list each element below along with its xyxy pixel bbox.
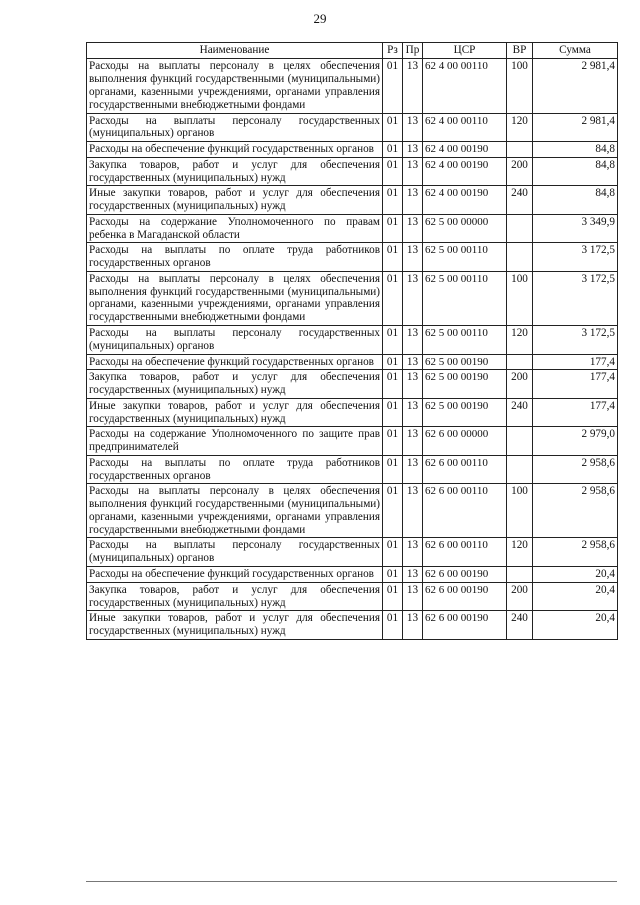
cell-name: Расходы на выплаты персоналу государственных (муниципальных) органов xyxy=(87,113,383,142)
budget-table xyxy=(86,42,618,640)
cell-csr: 62 6 00 00110 xyxy=(423,484,507,538)
cell-vr: 200 xyxy=(507,157,533,186)
cell-pr: 13 xyxy=(403,484,423,538)
table-row xyxy=(87,113,618,142)
cell-sum: 3 172,5 xyxy=(533,243,618,272)
cell-vr: 240 xyxy=(507,186,533,215)
cell-csr: 62 6 00 00190 xyxy=(423,582,507,611)
cell-name: Расходы на выплаты персоналу в целях обеспечения выполнения функций государственными (муниципальными) органами, казенными учреждениями, органами управления государственными внебюджетными фондами xyxy=(87,59,383,113)
cell-csr: 62 6 00 00110 xyxy=(423,455,507,484)
cell-sum: 20,4 xyxy=(533,611,618,640)
cell-name: Закупка товаров, работ и услуг для обеспечения государственных (муниципальных) нужд xyxy=(87,582,383,611)
cell-csr: 62 4 00 00190 xyxy=(423,142,507,158)
cell-name: Расходы на содержание Уполномоченного по правам ребенка в Магаданской области xyxy=(87,214,383,243)
cell-name: Иные закупки товаров, работ и услуг для обеспечения государственных (муниципальных) нужд xyxy=(87,611,383,640)
cell-name: Расходы на содержание Уполномоченного по защите прав предпринимателей xyxy=(87,427,383,456)
cell-sum: 2 981,4 xyxy=(533,59,618,113)
cell-pr: 13 xyxy=(403,243,423,272)
table-row xyxy=(87,325,618,354)
cell-csr: 62 4 00 00190 xyxy=(423,157,507,186)
cell-vr xyxy=(507,243,533,272)
cell-csr: 62 5 00 00110 xyxy=(423,271,507,325)
cell-csr: 62 5 00 00190 xyxy=(423,370,507,399)
cell-rz: 01 xyxy=(383,325,403,354)
cell-sum: 20,4 xyxy=(533,582,618,611)
cell-sum: 3 349,9 xyxy=(533,214,618,243)
cell-csr: 62 6 00 00190 xyxy=(423,611,507,640)
cell-rz: 01 xyxy=(383,59,403,113)
cell-sum: 2 958,6 xyxy=(533,538,618,567)
cell-pr: 13 xyxy=(403,354,423,370)
cell-csr: 62 6 00 00000 xyxy=(423,427,507,456)
cell-csr: 62 5 00 00190 xyxy=(423,398,507,427)
cell-pr: 13 xyxy=(403,538,423,567)
cell-rz: 01 xyxy=(383,582,403,611)
cell-rz: 01 xyxy=(383,370,403,399)
cell-pr: 13 xyxy=(403,427,423,456)
header-rz: Рз xyxy=(383,43,403,59)
table-row xyxy=(87,370,618,399)
cell-sum: 2 979,0 xyxy=(533,427,618,456)
header-pr: Пр xyxy=(403,43,423,59)
table-header-row xyxy=(87,43,618,59)
cell-vr: 100 xyxy=(507,484,533,538)
cell-rz: 01 xyxy=(383,538,403,567)
table-row xyxy=(87,243,618,272)
table-row xyxy=(87,455,618,484)
cell-csr: 62 6 00 00110 xyxy=(423,538,507,567)
cell-name: Расходы на выплаты персоналу государственных (муниципальных) органов xyxy=(87,325,383,354)
cell-pr: 13 xyxy=(403,582,423,611)
cell-pr: 13 xyxy=(403,157,423,186)
cell-pr: 13 xyxy=(403,370,423,399)
cell-csr: 62 5 00 00190 xyxy=(423,354,507,370)
cell-rz: 01 xyxy=(383,567,403,583)
cell-rz: 01 xyxy=(383,611,403,640)
cell-pr: 13 xyxy=(403,59,423,113)
cell-sum: 20,4 xyxy=(533,567,618,583)
cell-rz: 01 xyxy=(383,455,403,484)
cell-pr: 13 xyxy=(403,186,423,215)
table-row xyxy=(87,186,618,215)
cell-vr: 100 xyxy=(507,271,533,325)
cell-vr xyxy=(507,142,533,158)
table-row xyxy=(87,354,618,370)
cell-sum: 2 981,4 xyxy=(533,113,618,142)
cell-pr: 13 xyxy=(403,611,423,640)
cell-vr: 100 xyxy=(507,59,533,113)
cell-name: Расходы на выплаты по оплате труда работников государственных органов xyxy=(87,455,383,484)
cell-rz: 01 xyxy=(383,113,403,142)
cell-rz: 01 xyxy=(383,484,403,538)
cell-name: Расходы на обеспечение функций государственных органов xyxy=(87,142,383,158)
cell-rz: 01 xyxy=(383,398,403,427)
cell-vr: 240 xyxy=(507,398,533,427)
cell-rz: 01 xyxy=(383,186,403,215)
header-name: Наименование xyxy=(87,43,383,59)
cell-name: Расходы на обеспечение функций государственных органов xyxy=(87,567,383,583)
table-row xyxy=(87,427,618,456)
cell-csr: 62 5 00 00000 xyxy=(423,214,507,243)
cell-rz: 01 xyxy=(383,142,403,158)
table-row xyxy=(87,398,618,427)
cell-rz: 01 xyxy=(383,157,403,186)
table-row xyxy=(87,142,618,158)
cell-pr: 13 xyxy=(403,398,423,427)
cell-vr xyxy=(507,567,533,583)
cell-sum: 84,8 xyxy=(533,186,618,215)
cell-vr: 200 xyxy=(507,582,533,611)
cell-vr: 200 xyxy=(507,370,533,399)
cell-csr: 62 4 00 00110 xyxy=(423,59,507,113)
cell-vr xyxy=(507,427,533,456)
cell-name: Иные закупки товаров, работ и услуг для обеспечения государственных (муниципальных) нужд xyxy=(87,186,383,215)
cell-pr: 13 xyxy=(403,455,423,484)
table-row xyxy=(87,59,618,113)
table-row xyxy=(87,611,618,640)
cell-name: Расходы на выплаты персоналу в целях обеспечения выполнения функций государственными (муниципальными) органами, казенными учреждениями, органами управления государственными внебюджетными фондами xyxy=(87,484,383,538)
cell-pr: 13 xyxy=(403,142,423,158)
cell-name: Расходы на выплаты персоналу в целях обеспечения выполнения функций государственными (муниципальными) органами, казенными учреждениями, органами управления государственными внебюджетными фондами xyxy=(87,271,383,325)
cell-rz: 01 xyxy=(383,271,403,325)
cell-sum: 84,8 xyxy=(533,142,618,158)
cell-rz: 01 xyxy=(383,354,403,370)
cell-sum: 2 958,6 xyxy=(533,455,618,484)
cell-csr: 62 4 00 00110 xyxy=(423,113,507,142)
cell-rz: 01 xyxy=(383,214,403,243)
cell-vr: 240 xyxy=(507,611,533,640)
cell-name: Закупка товаров, работ и услуг для обеспечения государственных (муниципальных) нужд xyxy=(87,157,383,186)
cell-pr: 13 xyxy=(403,214,423,243)
cell-vr: 120 xyxy=(507,325,533,354)
cell-pr: 13 xyxy=(403,567,423,583)
cell-vr: 120 xyxy=(507,538,533,567)
cell-sum: 177,4 xyxy=(533,398,618,427)
cell-name: Расходы на выплаты по оплате труда работников государственных органов xyxy=(87,243,383,272)
cell-sum: 84,8 xyxy=(533,157,618,186)
table-row xyxy=(87,271,618,325)
cell-pr: 13 xyxy=(403,271,423,325)
cell-vr xyxy=(507,354,533,370)
table-row xyxy=(87,582,618,611)
cell-csr: 62 6 00 00190 xyxy=(423,567,507,583)
cell-rz: 01 xyxy=(383,427,403,456)
header-csr: ЦСР xyxy=(423,43,507,59)
table-row xyxy=(87,484,618,538)
cell-name: Расходы на выплаты персоналу государственных (муниципальных) органов xyxy=(87,538,383,567)
cell-sum: 177,4 xyxy=(533,370,618,399)
cell-csr: 62 5 00 00110 xyxy=(423,243,507,272)
page-number: 29 xyxy=(313,11,327,26)
cell-vr xyxy=(507,455,533,484)
cell-sum: 3 172,5 xyxy=(533,271,618,325)
cell-sum: 3 172,5 xyxy=(533,325,618,354)
table-row xyxy=(87,214,618,243)
cell-pr: 13 xyxy=(403,325,423,354)
cell-csr: 62 5 00 00110 xyxy=(423,325,507,354)
cell-vr xyxy=(507,214,533,243)
footer-rule xyxy=(86,881,617,882)
cell-name: Расходы на обеспечение функций государственных органов xyxy=(87,354,383,370)
cell-csr: 62 4 00 00190 xyxy=(423,186,507,215)
cell-pr: 13 xyxy=(403,113,423,142)
header-vr: ВР xyxy=(507,43,533,59)
table-row xyxy=(87,157,618,186)
cell-rz: 01 xyxy=(383,243,403,272)
table-row xyxy=(87,567,618,583)
cell-sum: 2 958,6 xyxy=(533,484,618,538)
cell-vr: 120 xyxy=(507,113,533,142)
cell-sum: 177,4 xyxy=(533,354,618,370)
table-row xyxy=(87,538,618,567)
header-sum: Сумма xyxy=(533,43,618,59)
cell-name: Закупка товаров, работ и услуг для обеспечения государственных (муниципальных) нужд xyxy=(87,370,383,399)
cell-name: Иные закупки товаров, работ и услуг для обеспечения государственных (муниципальных) нужд xyxy=(87,398,383,427)
